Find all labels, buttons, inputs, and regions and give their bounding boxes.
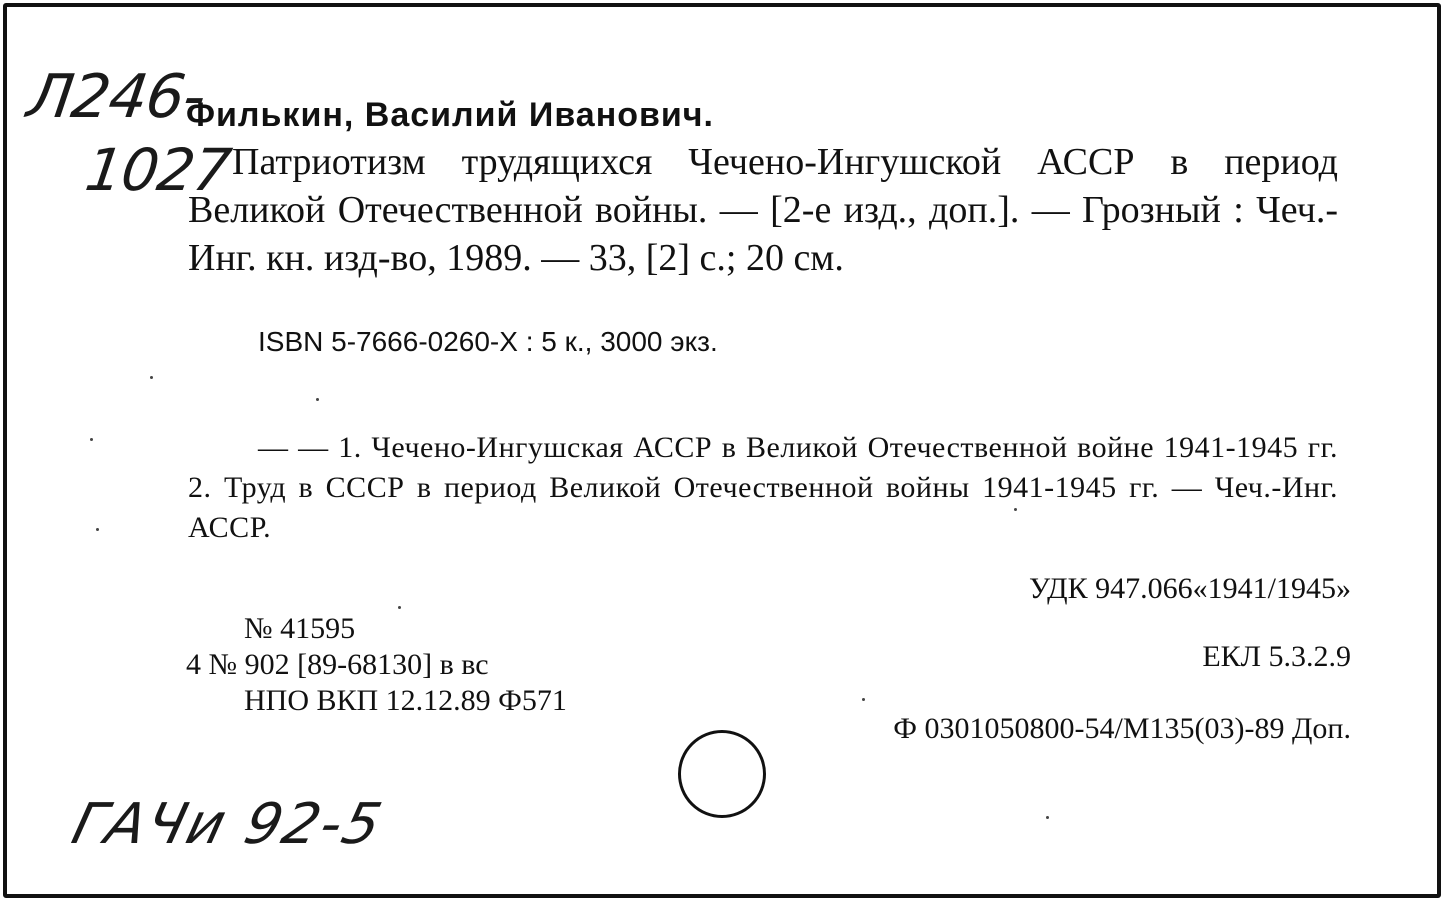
scan-speck xyxy=(862,698,865,701)
card-punch-hole xyxy=(678,730,766,818)
author-heading: Филькин, Василий Иванович. xyxy=(186,96,714,134)
handwritten-archive-mark: ГАЧи 92-5 xyxy=(65,792,390,857)
ekl-code: ЕКЛ 5.3.2.9 xyxy=(1202,640,1351,673)
accession-number: № 41595 xyxy=(244,612,356,645)
order-line: 4 № 902 [89-68130] в вс xyxy=(186,648,489,681)
subject-headings: — — 1. Чечено-Ингушская АССР в Великой Отечественной войне 1941-1945 гг. 2. Труд в СССР в период Великой Отечественной войны 1941-1945 гг. — Чеч.-Инг. АССР. xyxy=(188,431,1338,544)
handwritten-shelf-mark-line2: 1027 xyxy=(81,136,235,204)
scan-speck xyxy=(398,606,401,609)
scan-speck xyxy=(1014,508,1017,511)
npo-line: НПО ВКП 12.12.89 Ф571 xyxy=(244,684,567,717)
scan-speck xyxy=(150,376,153,379)
scan-speck xyxy=(316,398,319,401)
title-description: Патриотизм трудящихся Чечено-Ингушской АССР в период Великой Отечественной войны. — [2-е изд., доп.]. — Грозный : Чеч.-Инг. кн. изд-во, 1989. — 33, [2] с.; 20 см. xyxy=(188,141,1338,279)
isbn-line: ISBN 5-7666-0260-Х : 5 к., 3000 экз. xyxy=(258,326,718,357)
handwritten-shelf-mark-line1: Л246- xyxy=(23,62,210,132)
scan-speck xyxy=(96,528,99,531)
udc-code: УДК 947.066«1941/1945» xyxy=(1028,572,1351,605)
scan-speck xyxy=(1046,816,1049,819)
f-code: Ф 0301050800-54/М135(03)-89 Доп. xyxy=(893,712,1351,745)
scan-speck xyxy=(90,438,93,441)
